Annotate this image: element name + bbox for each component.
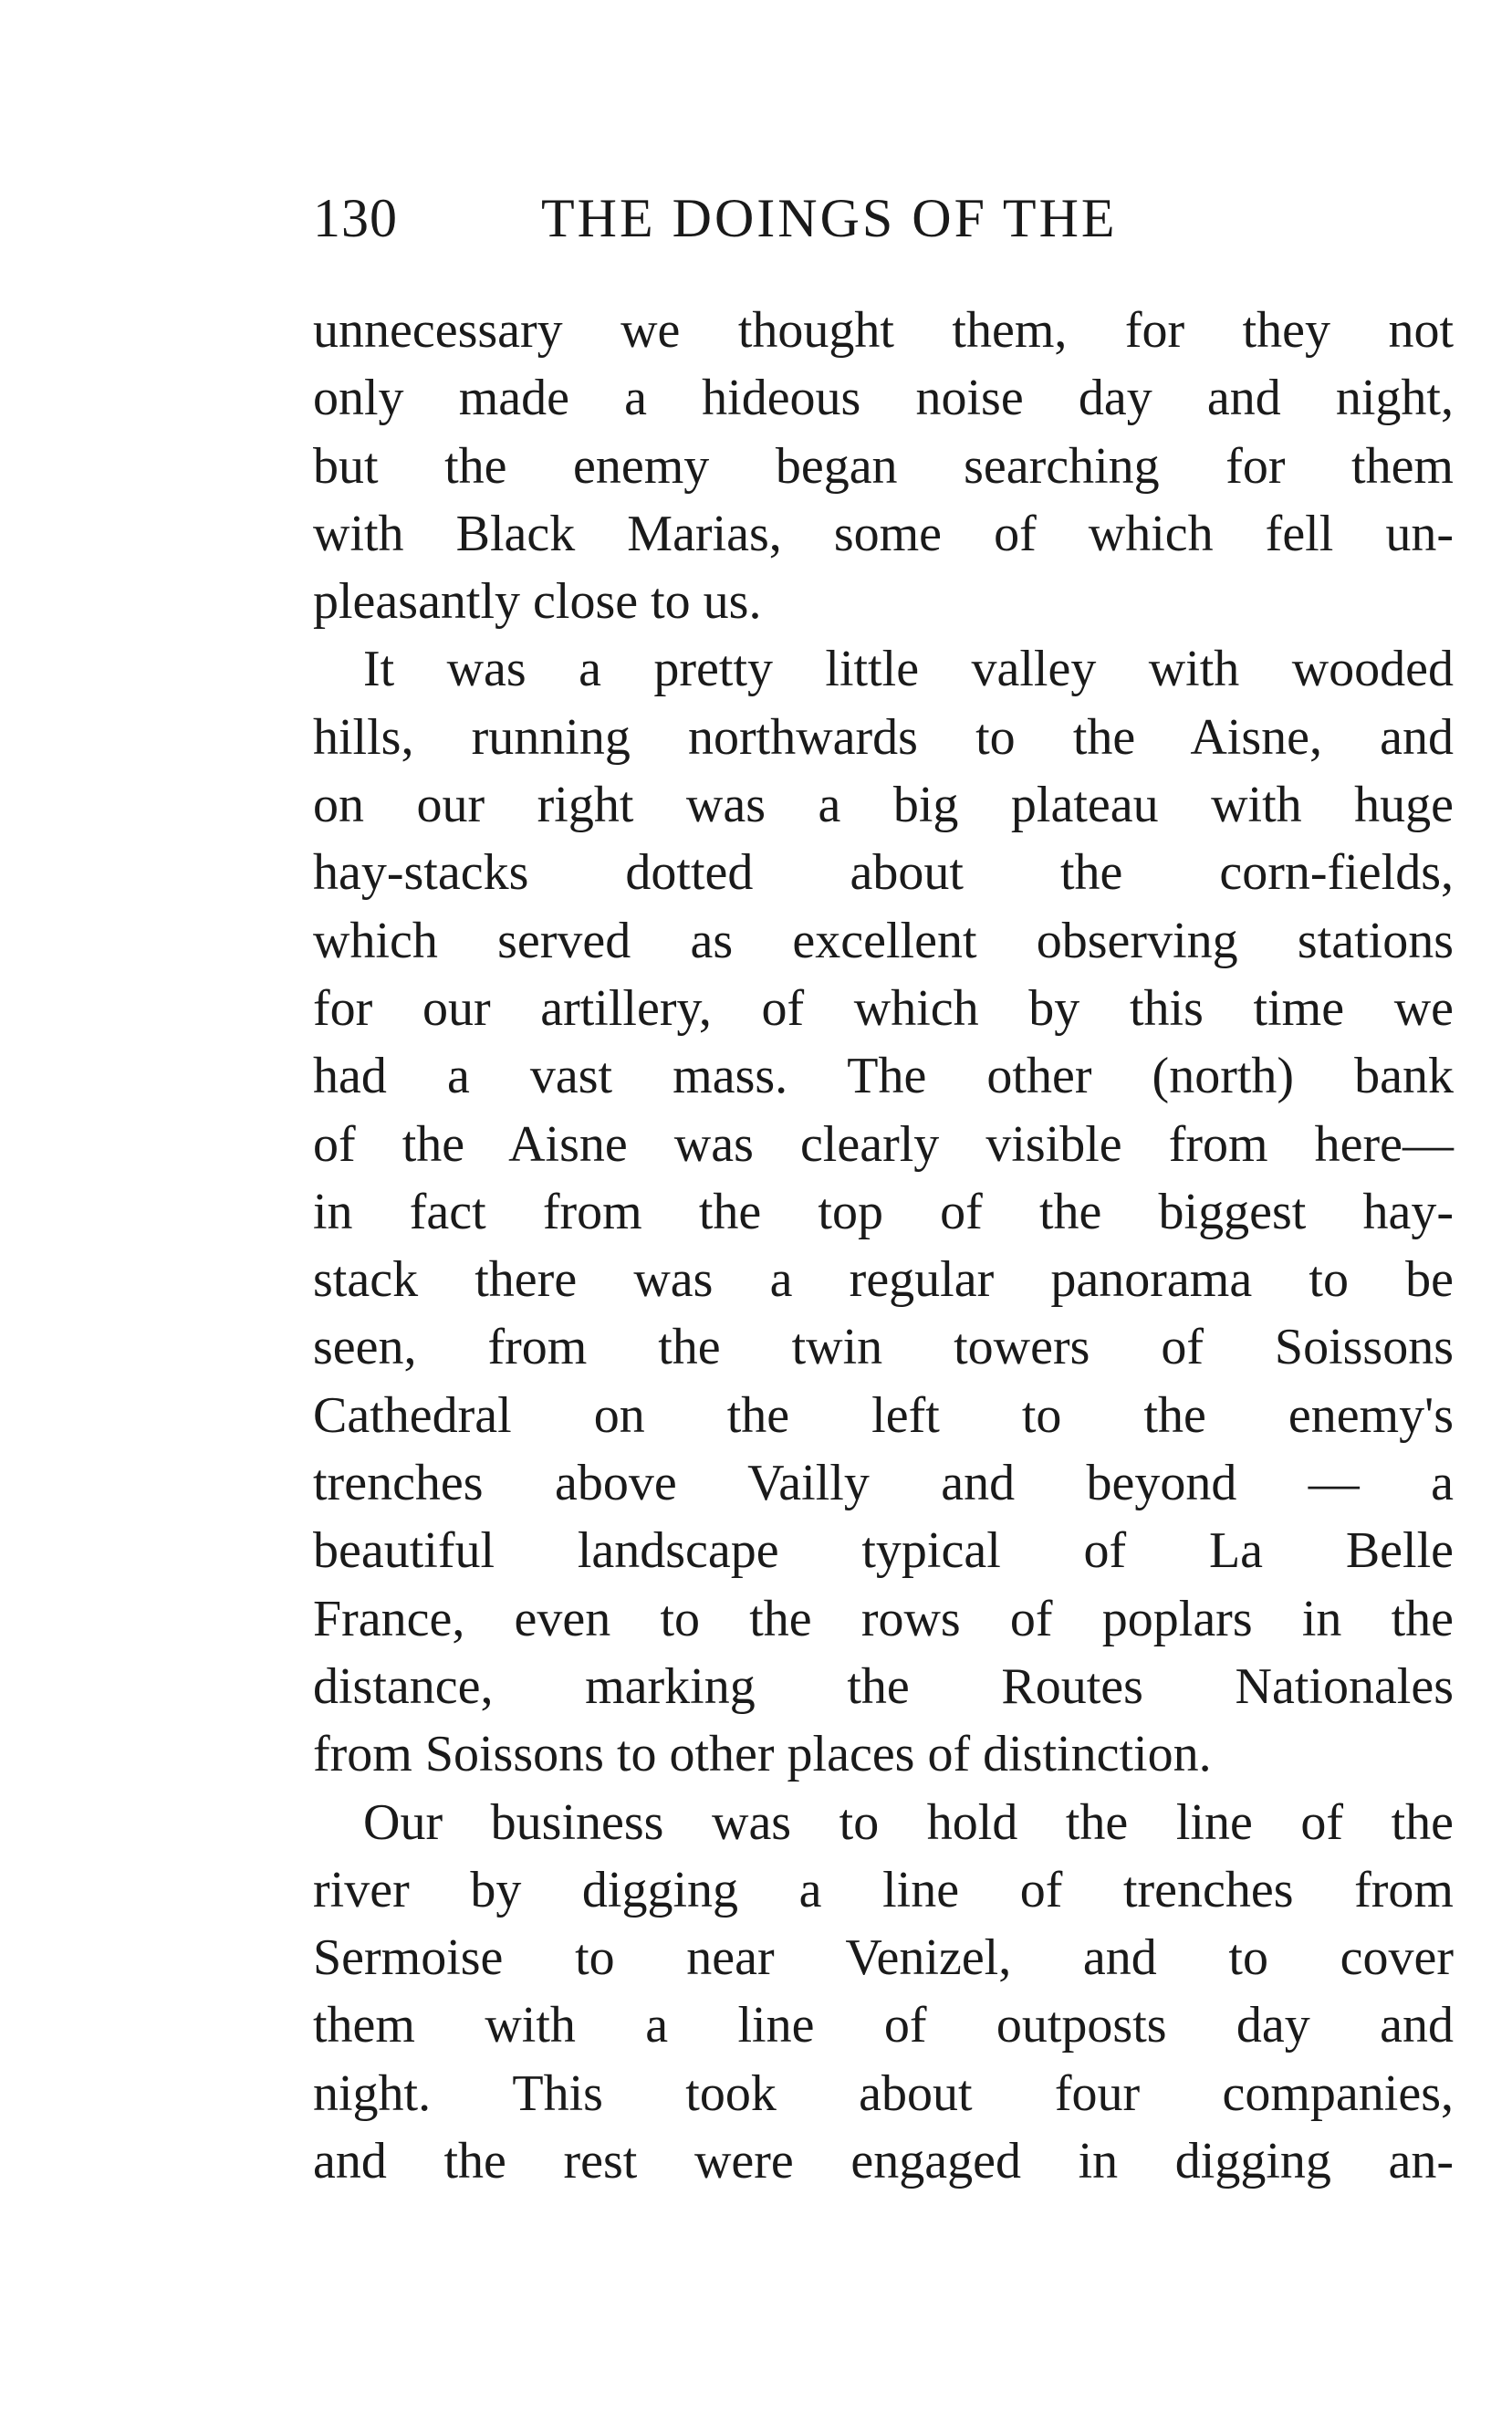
text-line: Cathedral on the left to the enemy's bbox=[313, 1386, 1454, 1444]
text-line: hills, running northwards to the Aisne, and bbox=[313, 708, 1454, 766]
text-line: of the Aisne was clearly visible from here— bbox=[313, 1115, 1454, 1173]
text-line: and the rest were engaged in digging an- bbox=[313, 2133, 1454, 2190]
text-line: only made a hideous noise day and night, bbox=[313, 370, 1454, 427]
running-head bbox=[313, 187, 1454, 251]
text-line: with Black Marias, some of which fell un- bbox=[313, 505, 1454, 562]
text-line: France, even to the rows of poplars in the bbox=[313, 1590, 1454, 1647]
text-line: pleasantly close to us. bbox=[313, 573, 762, 631]
text-line: but the enemy began searching for them bbox=[313, 437, 1454, 495]
text-line: on our right was a big plateau with huge bbox=[313, 777, 1454, 834]
text-line: unnecessary we thought them, for they not bbox=[313, 302, 1454, 359]
text-line: seen, from the twin towers of Soissons bbox=[313, 1319, 1454, 1376]
text-line: had a vast mass. The other (north) bank bbox=[313, 1048, 1454, 1105]
text-line: from Soissons to other places of distinction. bbox=[313, 1726, 1212, 1783]
text-line: Sermoise to near Venizel, and to cover bbox=[313, 1929, 1454, 1987]
text-line: river by digging a line of trenches from bbox=[313, 1861, 1454, 1918]
text-line: Our business was to hold the line of the bbox=[363, 1793, 1454, 1851]
text-line: for our artillery, of which by this time we bbox=[313, 979, 1454, 1037]
text-line: stack there was a regular panorama to be bbox=[313, 1251, 1454, 1309]
text-line: them with a line of outposts day and bbox=[313, 1997, 1454, 2054]
text-line: which served as excellent observing stations bbox=[313, 912, 1454, 969]
text-line: in fact from the top of the biggest hay- bbox=[313, 1183, 1454, 1240]
text-line: hay-stacks dotted about the corn-fields, bbox=[313, 844, 1454, 902]
text-line: It was a pretty little valley with wooded bbox=[363, 641, 1454, 698]
text-line: night. This took about four companies, bbox=[313, 2064, 1454, 2122]
text-line: trenches above Vailly and beyond — a bbox=[313, 1455, 1454, 1512]
body-text bbox=[313, 297, 1454, 2195]
text-line: distance, marking the Routes Nationales bbox=[313, 1657, 1454, 1715]
text-line: beautiful landscape typical of La Belle bbox=[313, 1522, 1454, 1580]
page-number: 130 bbox=[313, 188, 398, 248]
running-title: THE DOINGS OF THE bbox=[541, 188, 1118, 248]
